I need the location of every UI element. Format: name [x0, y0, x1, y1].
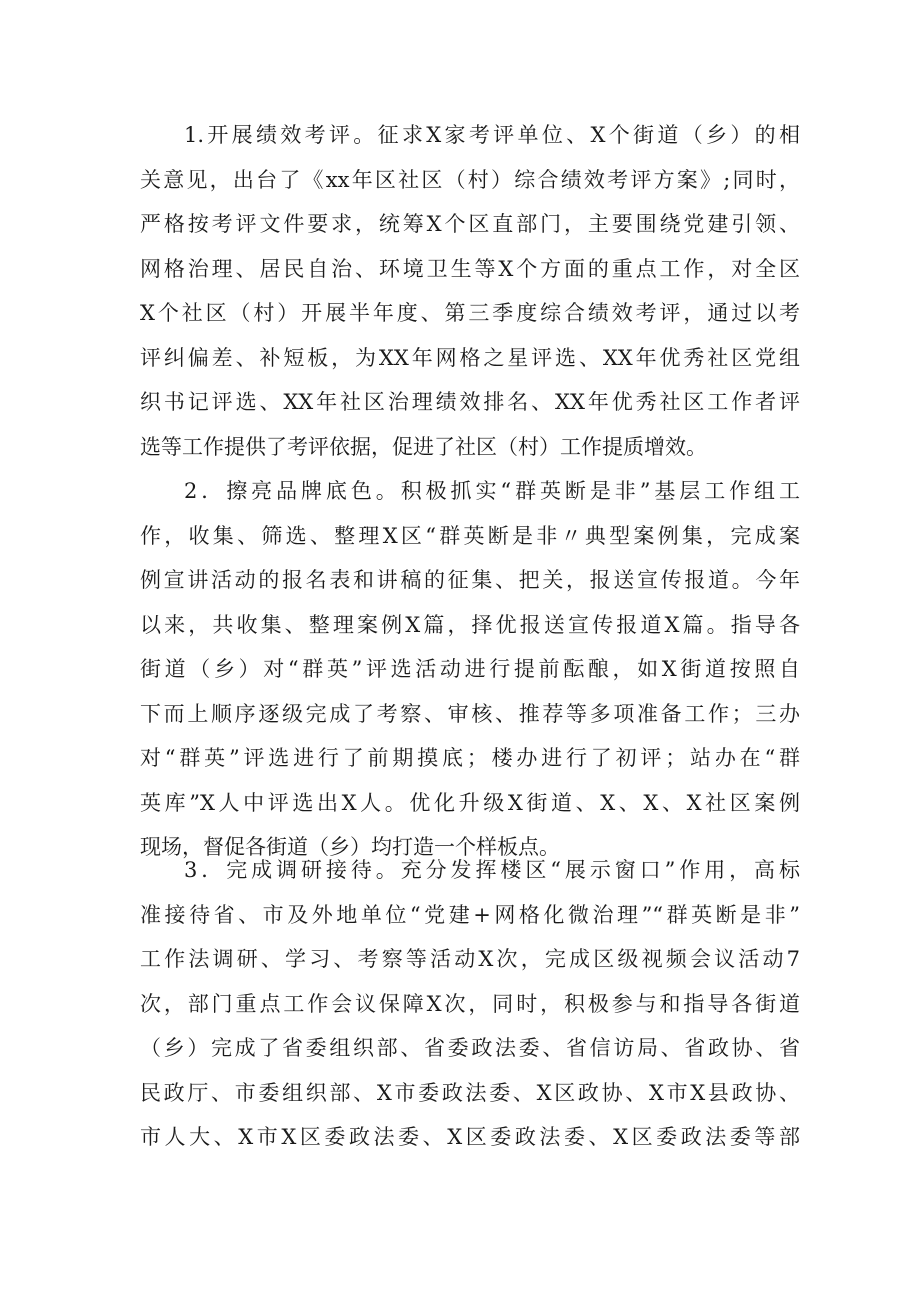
- paragraph-line: 民政厅、市委组织部、X市委政法委、X区政协、X市X县政协、: [140, 1080, 800, 1105]
- paragraph-line: 选等工作提供了考评依据，促进了社区（村）工作提质增效。: [140, 434, 707, 459]
- paragraph-line: 市人大、X市X区委政法委、X区委政法委、X区委政法委等部: [140, 1125, 800, 1149]
- paragraph-line: 1.开展绩效考评。征求X家考评单位、X个街道（乡）的相: [184, 123, 800, 147]
- paragraph-line: 准接待省、市及外地单位“党建+网格化微治理”“群英断是非”: [140, 902, 800, 927]
- paragraph-research-reception: [140, 848, 800, 1160]
- paragraph-line: 下而上顺序逐级完成了考察、审核、推荐等多项准备工作；三办: [140, 701, 800, 726]
- paragraph-line: 作，收集、筛选、整理X区“群英断是非〃典型案例集，完成案: [140, 523, 800, 548]
- paragraph-line: 工作法调研、学习、考察等活动X次，完成区级视频会议活动7: [140, 947, 800, 971]
- paragraph-line: 织书记评选、XX年社区治理绩效排名、XX年优秀社区工作者评: [140, 390, 800, 414]
- paragraph-line: 现场，督促各街道（乡）均打造一个样板点。: [140, 835, 560, 859]
- paragraph-line: X个社区（村）开展半年度、第三季度综合绩效考评，通过以考: [140, 301, 800, 325]
- paragraph-line: 例宣讲活动的报名表和讲稿的征集、把关，报送宣传报道。今年: [140, 568, 800, 592]
- paragraph-performance-evaluation: [140, 113, 800, 469]
- paragraph-line: 评纠偏差、补短板，为XX年网格之星评选、XX年优秀社区党组: [140, 345, 800, 370]
- paragraph-line: 对“群英”评选进行了前期摸底；楼办进行了初评；站办在“群: [140, 746, 800, 770]
- paragraph-line: 英库”X人中评选出X人。优化升级X街道、X、X、X社区案例: [140, 790, 800, 815]
- paragraph-brand-building: [140, 469, 800, 870]
- paragraph-line: 2．擦亮品牌底色。积极抓实“群英断是非”基层工作组工: [184, 479, 800, 503]
- paragraph-line: 次，部门重点工作会议保障X次，同时，积极参与和指导各街道: [140, 991, 800, 1016]
- paragraph-line: 3．完成调研接待。充分发挥楼区“展示窗口”作用，高标: [184, 858, 800, 882]
- paragraph-line: 街道（乡）对“群英”评选活动进行提前酝酿，如X街道按照自: [140, 657, 800, 681]
- paragraph-line: 严格按考评文件要求，统筹X个区直部门，主要围绕党建引领、: [140, 212, 800, 236]
- paragraph-line: 网格治理、居民自治、环境卫生等X个方面的重点工作，对全区: [140, 256, 800, 281]
- paragraph-line: 关意见，出台了《xx年区社区（村）综合绩效考评方案》;同时，: [140, 167, 800, 192]
- paragraph-line: 以来，共收集、整理案例X篇，择优报送宣传报道X篇。指导各: [140, 612, 800, 637]
- paragraph-line: （乡）完成了省委组织部、省委政法委、省信访局、省政协、省: [140, 1036, 800, 1060]
